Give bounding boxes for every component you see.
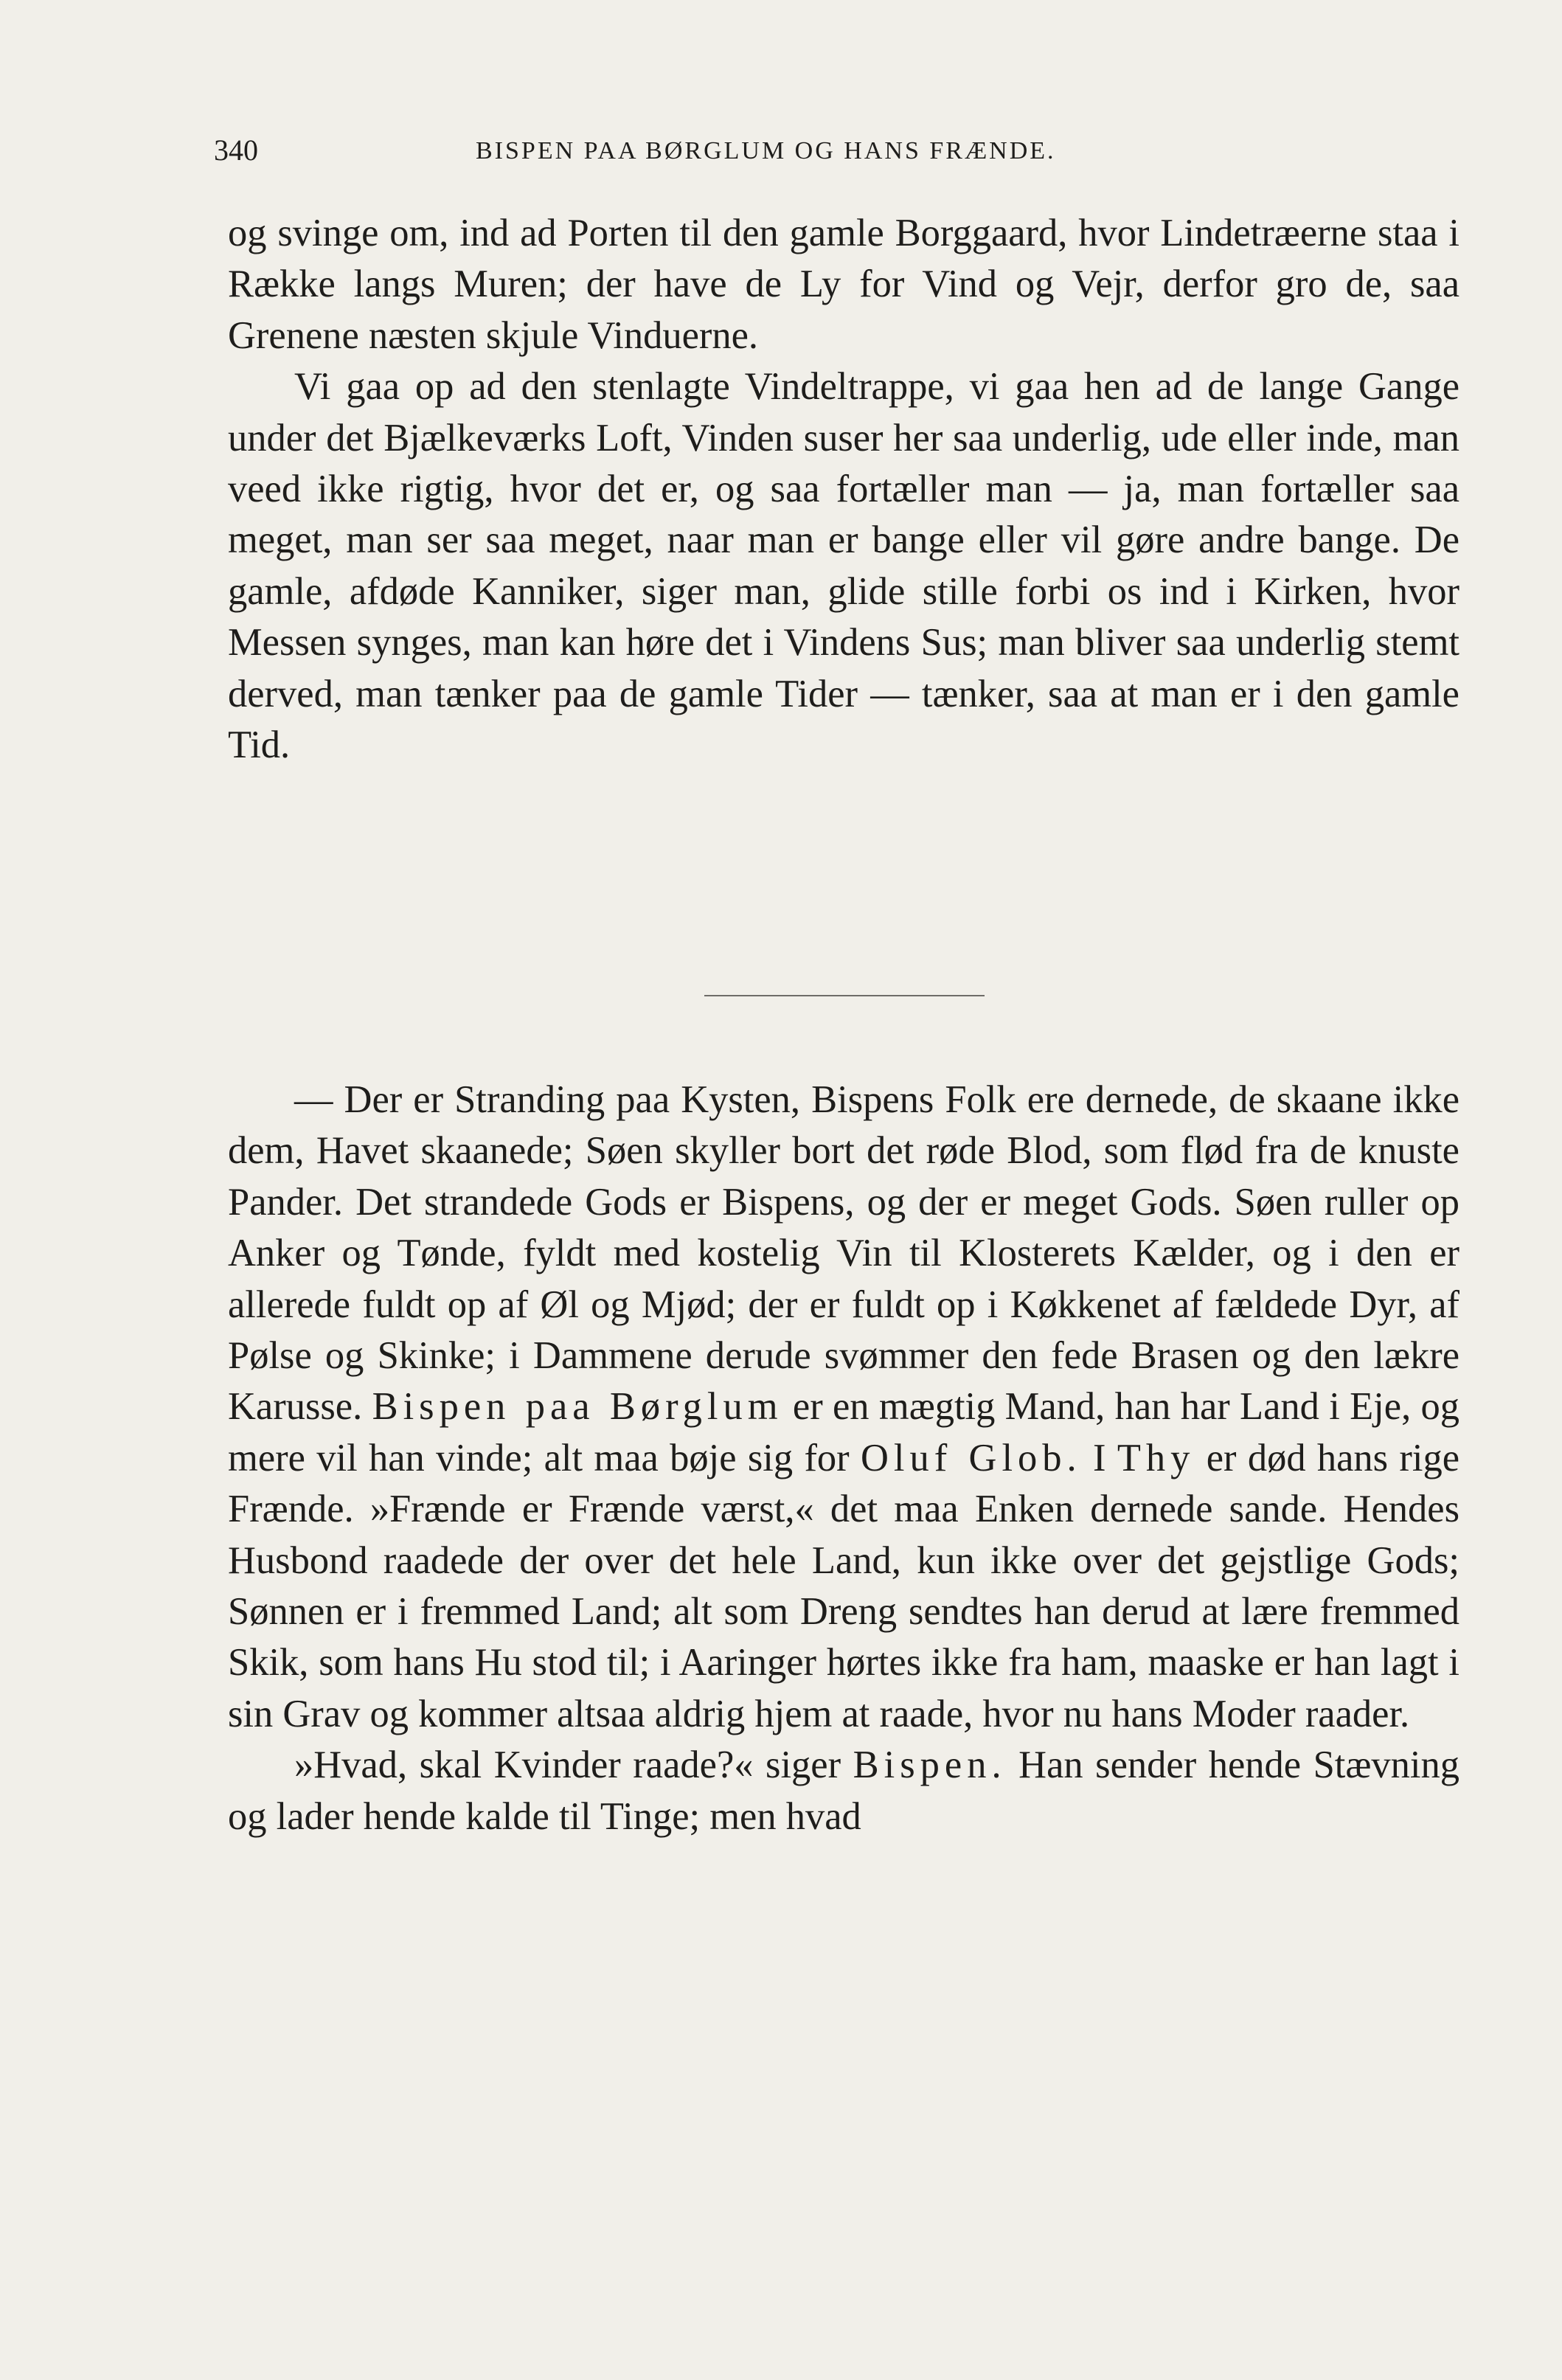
running-title: BISPEN PAA BØRGLUM OG HANS FRÆNDE. — [476, 137, 1056, 164]
spaced-text-run: Bispen. — [853, 1744, 1007, 1787]
section-divider — [704, 995, 985, 996]
text-run: »Hvad, skal Kvinder raade?« siger — [294, 1744, 841, 1787]
page-number: 340 — [214, 133, 258, 167]
text-section-1 — [228, 208, 1459, 771]
text-run: Han sender hende Stævning og lader hende kalde til Tinge; men hvad — [228, 1744, 1459, 1838]
paragraph — [228, 1740, 1459, 1842]
text-run: er død hans rige Frænde. »Frænde er Frænde værst,« det maa Enken dernede sande. Hendes Husbond raadede der over det hele Land, kun ikke over det gejstlige Gods; Sønnen er i fremmed Land; alt som Dreng sendtes han derud at lære fremmed Skik, som hans Hu stod til; i Aaringer hørtes ikke fra ham, maaske er han lagt i sin Grav og kommer altsaa aldrig hjem at raade, hvor nu hans Moder raader. — [228, 1436, 1460, 1735]
spaced-text-run: Oluf Glob. — [861, 1436, 1082, 1479]
paragraph: Vi gaa op ad den stenlagte Vindeltrappe, vi gaa hen ad de lange Gange under det Bjælkeværks Loft, Vinden suser her saa underlig, ude eller inde, man veed ikke rigtig, hvor det er, og saa fortæller man — ja, man fortæller saa meget, man ser saa meget, naar man er bange eller vil gøre andre bange. De gamle, afdøde Kanniker, siger man, glide stille forbi os ind i Kirken, hvor Messen synges, man kan høre det i Vindens Sus; man bliver saa underlig stemt derved, man tænker paa de gamle Tider — tænker, saa at man er i den gamle Tid. — [228, 365, 1459, 767]
text-run: I — [1093, 1436, 1106, 1479]
spaced-text-run: Thy — [1117, 1436, 1195, 1479]
paragraph: og svinge om, ind ad Porten til den gamle Borggaard, hvor Lindetræerne staa i Række langs Muren; der have de Ly for Vind og Vejr, derfor gro de, saa Grenene næsten skjule Vinduerne. — [228, 212, 1459, 357]
text-run: — Der er Stranding paa Kysten, Bispens Folk ere dernede, de skaane ikke dem, Havet skaanede; Søen skyller bort det røde Blod, som flød fra de knuste Pander. Det strandede Gods er Bispens, og der er meget Gods. Søen ruller op Anker og Tønde, fyldt med kostelig Vin til Klosterets Kælder, og i den er allerede fuldt op af Øl og Mjød; der er fuldt op i Køkkenet af fældede Dyr, af Pølse og Skinke; i Dammene derude svømmer den fede Brasen og den lækre Karusse. — [228, 1078, 1459, 1429]
text-section-2 — [228, 1075, 1459, 1842]
page-header — [214, 133, 1460, 177]
paragraph — [228, 1075, 1459, 1740]
spaced-text-run: Bispen paa Børglum — [372, 1385, 783, 1429]
text-run: er en mægtig Mand, han har Land i Eje, og mere vil han vinde; alt maa bøje sig for — [228, 1385, 1460, 1479]
